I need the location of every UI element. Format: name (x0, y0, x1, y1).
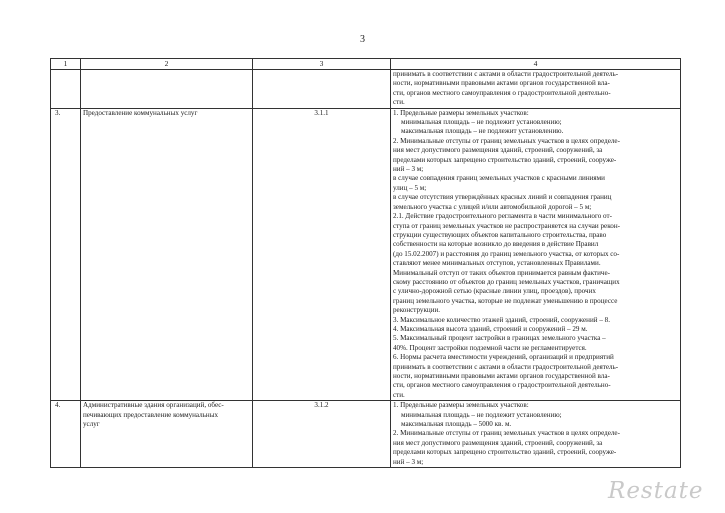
regulation-line: Минимальный отступ от таких объектов принимается равным фактиче- (393, 268, 610, 277)
regulation-table (50, 58, 681, 468)
regulation-text (391, 70, 681, 109)
regulation-line: 1. Предельные размеры земельных участков: (393, 108, 529, 117)
regulation-line: улиц – 5 м; (393, 183, 427, 192)
regulation-line: ний – 3 м; (393, 165, 424, 174)
page-number: 3 (360, 34, 365, 45)
regulation-line: минимальная площадь – не подлежит установлению; (401, 118, 562, 127)
name-line: печивающих предоставление коммунальных (83, 410, 219, 419)
regulation-line: сти, органов местного самоуправления о градостроительной деятельно- (393, 88, 611, 97)
regulation-line: ний – 3 м; (393, 457, 424, 466)
regulation-line: 3. Максимальное количество этажей зданий, строений, сооружений – 8. (393, 315, 610, 324)
regulation-line: принимать в соответствии с актами в области градостроительной деятель- (393, 70, 619, 78)
regulation-line: реконструкции. (393, 306, 441, 315)
use-type-name (81, 401, 253, 468)
regulation-line: ступа от границ земельных участков не распространяется на случаи рекон- (393, 221, 620, 230)
regulation-line: 2. Минимальные отступы от границ земельных участков в целях определе- (393, 429, 620, 438)
column-header: 2 (81, 59, 253, 70)
row-number: 3. (51, 108, 81, 401)
name-line: Административные здания организаций, обес- (83, 401, 224, 410)
regulation-line: сти. (393, 390, 405, 399)
column-header: 4 (391, 59, 681, 70)
regulation-text (391, 108, 681, 401)
table-row (51, 108, 681, 401)
regulation-line: скому расстоянию от объектов до границ земельных участков, граничащих (393, 277, 620, 286)
regulation-line: 40%. Процент застройки подземной части не регламентируется. (393, 343, 587, 352)
name-line: услуг (83, 420, 100, 429)
regulation-line: 5. Максимальный процент застройки в границах земельного участка – (393, 334, 606, 343)
regulation-line: 6. Нормы расчета вместимости учреждений, организаций и предприятий (393, 353, 614, 362)
regulation-line: струкции существующих объектов капитального строительства, право (393, 230, 607, 239)
regulation-line: пределами которых запрещено строительство зданий, строений, сооруже- (393, 155, 617, 164)
use-code: 3.1.2 (253, 401, 391, 468)
regulation-line: 2.1. Действие градостроительного регламента в части минимального от- (393, 212, 612, 221)
table-header-row (51, 59, 681, 70)
regulation-line: в случае отсутствия утверждённых красных линий и совпадения границ (393, 193, 612, 202)
regulation-line: пределами которых запрещено строительство зданий, строений, сооруже- (393, 448, 617, 457)
column-header: 3 (253, 59, 391, 70)
regulation-line: в случае совпадения границ земельных участков с красными линиями (393, 174, 605, 183)
regulation-line: минимальная площадь – не подлежит установлению; (401, 410, 562, 419)
column-header: 1 (51, 59, 81, 70)
row-number: 4. (51, 401, 81, 468)
regulation-line: земельного участка с улицей и/или автомобильной дорогой – 5 м; (393, 202, 592, 211)
regulation-line: собственности на которые возникло до введения в действие Правил (393, 240, 599, 249)
regulation-line: ставляют менее минимальных отступов, установленных Правилами. (393, 259, 601, 268)
regulation-line: сти. (393, 98, 405, 107)
regulation-line: ния мест допустимого размещения зданий, строений, сооружений, за (393, 146, 603, 155)
regulation-line: ния мест допустимого размещения зданий, строений, сооружений, за (393, 438, 603, 447)
table-row (51, 401, 681, 468)
use-type-name (81, 108, 253, 401)
regulation-line: с улично-дорожной сетью (красные линии улиц, проездов), прочих (393, 287, 596, 296)
regulation-line: 4. Максимальная высота зданий, строений и сооружений – 29 м. (393, 324, 588, 333)
use-code: 3.1.1 (253, 108, 391, 401)
use-code (253, 70, 391, 109)
watermark-logo: Restate (608, 478, 704, 504)
name-line: Предоставление коммунальных услуг (83, 108, 198, 117)
regulation-line: ности, нормативными правовыми актами органов государственной вла- (393, 79, 610, 88)
use-type-name (81, 70, 253, 109)
regulation-text (391, 401, 681, 468)
regulation-line: границ земельного участка, которые не подлежат уменьшению в процессе (393, 296, 618, 305)
regulation-line: принимать в соответствии с актами в области градостроительной деятель- (393, 362, 619, 371)
regulation-line: максимальная площадь – 5000 кв. м. (401, 420, 512, 429)
row-number (51, 70, 81, 109)
regulation-line: 1. Предельные размеры земельных участков: (393, 401, 529, 410)
regulation-line: сти, органов местного самоуправления о градостроительной деятельно- (393, 381, 611, 390)
regulation-line: максимальная площадь – не подлежит установлению. (401, 127, 564, 136)
regulation-line: 2. Минимальные отступы от границ земельных участков в целях определе- (393, 136, 620, 145)
regulation-line: (до 15.02.2007) и расстояния до границ земельного участка, от которых со- (393, 249, 620, 258)
regulation-line: ности, нормативными правовыми актами органов государственной вла- (393, 372, 610, 380)
table-row (51, 70, 681, 109)
